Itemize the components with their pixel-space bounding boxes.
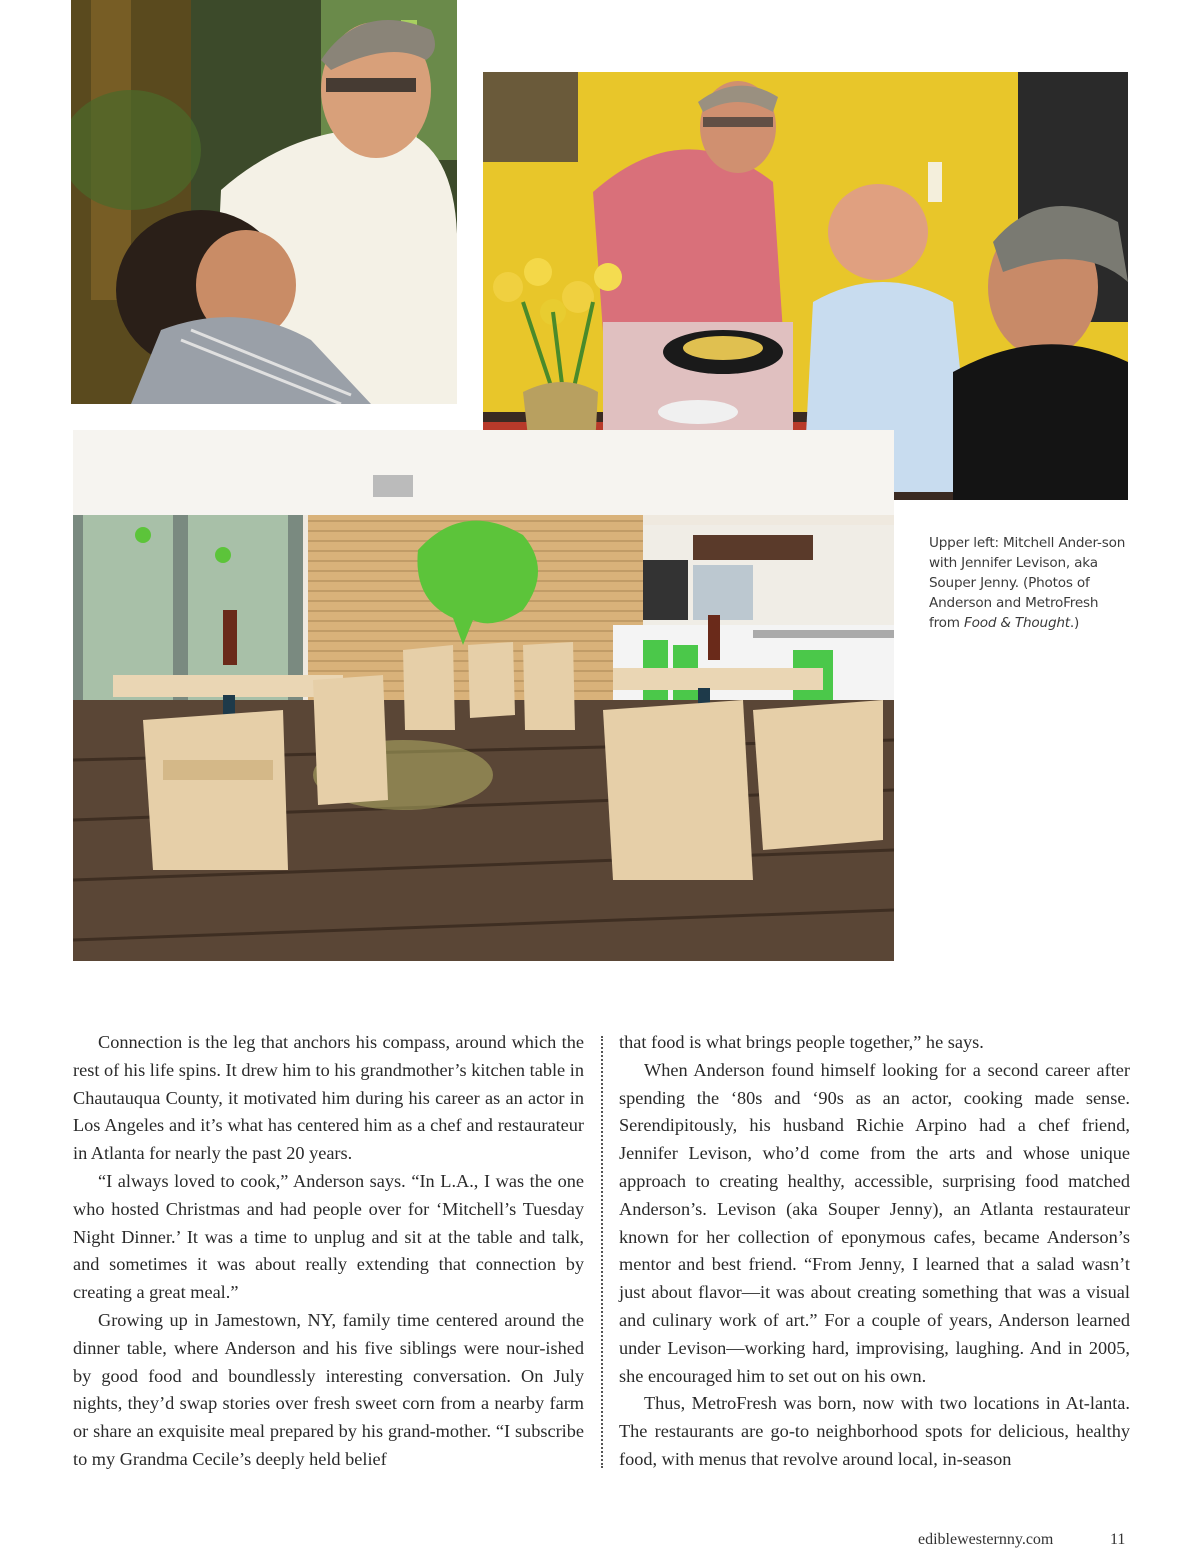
caption-end: .) — [1069, 615, 1080, 631]
photo-caption — [929, 533, 1129, 633]
article-column-right — [619, 1029, 1130, 1474]
photo-metrofresh-interior — [73, 430, 894, 961]
paragraph: Connection is the leg that anchors his compass, around which the rest of his life spins. It drew him to his grandmother’s kitchen table in Chautauqua County, it motivated him during his career as an actor in Los Angeles and it’s what has centered him as a chef and restaurateur in Atlanta for nearly the past 20 years. — [73, 1032, 584, 1164]
caption-text: Upper left: Mitchell Ander-son with Jennifer Levison, aka Souper Jenny. (Photos of Anderson and MetroFresh from — [929, 535, 1126, 631]
footer-website: ediblewesternny.com — [918, 1531, 1054, 1548]
article-column-left — [73, 1029, 584, 1474]
paragraph: that food is what brings people together,” he says. — [619, 1032, 984, 1052]
caption-source: Food & Thought — [963, 615, 1070, 631]
column-divider — [601, 1036, 603, 1468]
paragraph: “I always loved to cook,” Anderson says. “In L.A., I was the one who hosted Christmas and had people over for ‘Mitchell’s Tuesday Night Dinner.’ It was a time to unplug and sit at the table and talk, and sometimes it was about really extending that connection by creating a great meal.” — [73, 1170, 584, 1303]
paragraph: Growing up in Jamestown, NY, family time centered around the dinner table, where Anderson and his five siblings were nour-ished by good food and boundlessly interesting conversation. On July nights, they’d swap stories over fresh sweet corn from a nearby farm or share an exquisite meal prepared by his grand-mother. “I subscribe to my Grandma Cecile’s deeply held belief — [73, 1309, 584, 1469]
paragraph: Thus, MetroFresh was born, now with two locations in At-lanta. The restaurants are go-to neighborhood spots for delicious, healthy food, with menus that revolve around local, in-season — [619, 1393, 1130, 1469]
page-number: 11 — [1110, 1531, 1126, 1548]
photo-anderson-and-levison — [71, 0, 457, 404]
paragraph: When Anderson found himself looking for a second career after spending the ‘80s and ‘90s as an actor, cooking made sense. Serendipitously, his husband Richie Arpino had a chef friend, Jennifer Levison, who’d come from the arts and whose unique approach to creating healthy, accessible, surprising food matched Anderson’s. Levison (aka Souper Jenny), an Atlanta restaurateur known for her collection of eponymous cafes, became Anderson’s mentor and best friend. “From Jenny, I learned that a salad wasn’t just about flavor—it was about creating something that was a visual and culinary work of art.” For a couple of years, Anderson learned under Levison—working hard, improvising, laughing. And in 2005, she encouraged him to set out on his own. — [619, 1059, 1130, 1386]
